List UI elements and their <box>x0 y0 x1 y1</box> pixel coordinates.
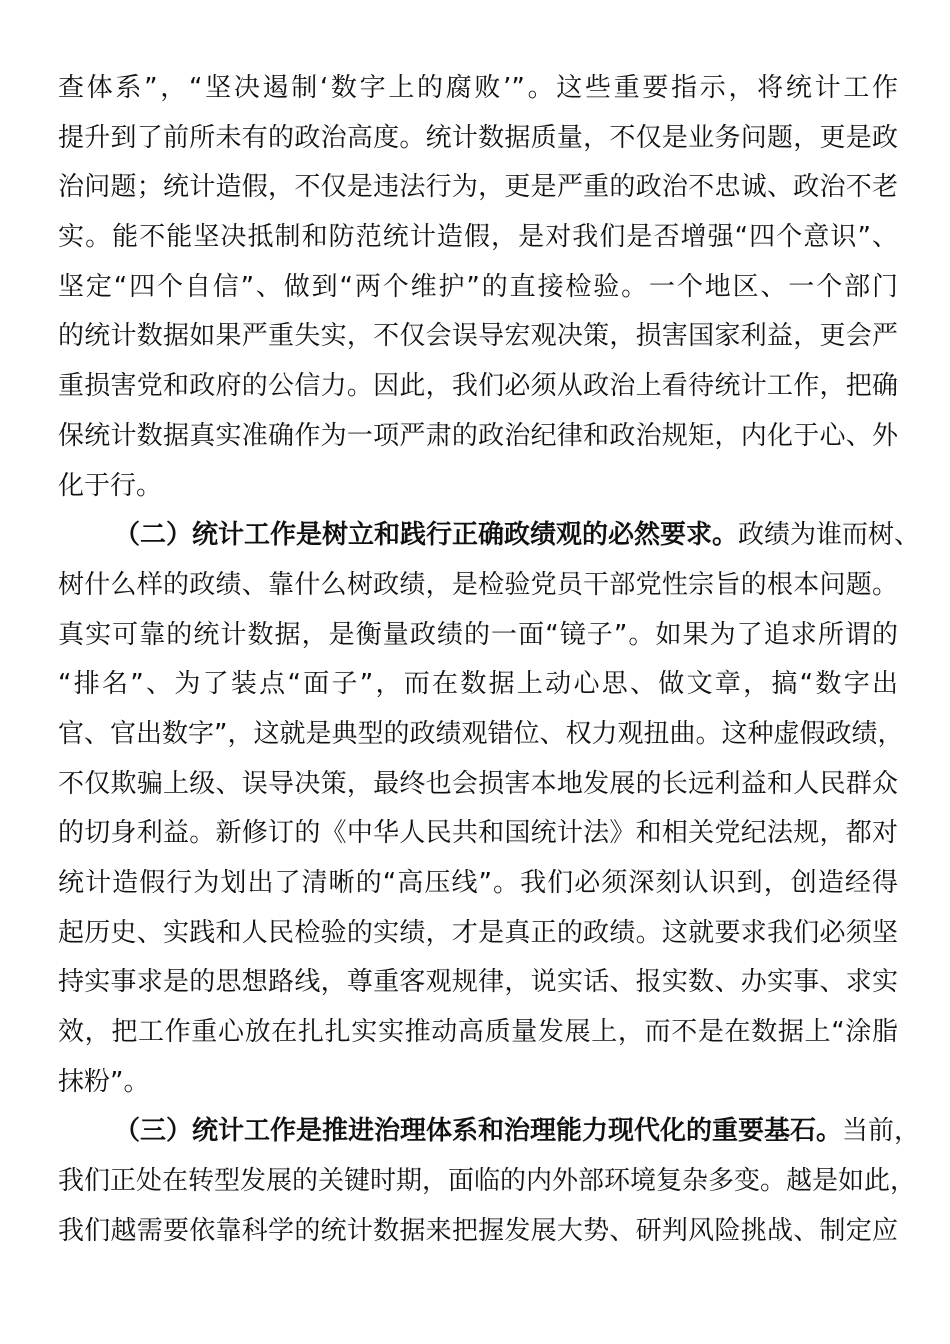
paragraph-2-line-3: 真实可靠的统计数据，是衡量政绩的一面“镜子”。如果为了追求所谓的 <box>58 619 898 650</box>
paragraph-3-line-2: 我们正处在转型发展的关键时期，面临的内外部环境复杂多变。越是如此， <box>58 1166 917 1197</box>
paragraph-3-first-line <box>58 1107 921 1157</box>
paragraph-1-line-8: 保统计数据真实准确作为一项严肃的政治纪律和政治规矩，内化于心、外 <box>58 420 898 451</box>
paragraph-2-line-2: 树什么样的政绩、靠什么树政绩，是检验党员干部党性宗旨的根本问题。 <box>58 569 898 600</box>
paragraph-2-line-8: 统计造假行为划出了清晰的“高压线”。我们必须深刻认识到，创造经得 <box>58 868 898 898</box>
paragraph-2-line-7: 的切身利益。新修订的《中华人民共和国统计法》和相关党纪法规，都对 <box>58 818 898 849</box>
paragraph-1-line-6: 的统计数据如果严重失实，不仅会误导宏观决策，损害国家利益，更会严 <box>58 321 898 352</box>
paragraph-2-line-10: 持实事求是的思想路线，尊重客观规律，说实话、报实数、办实事、求实 <box>58 967 898 998</box>
section-heading-3: （三）统计工作是推进治理体系和治理能力现代化的重要基石。 <box>114 1116 843 1147</box>
paragraph-1-line-5: 坚定“四个自信”、做到“两个维护”的直接检验。一个地区、一个部门 <box>58 271 898 302</box>
paragraph-1-line-7: 重损害党和政府的公信力。因此，我们必须从政治上看待统计工作，把确 <box>58 371 898 402</box>
paragraph-2-line-11: 效，把工作重心放在扎扎实实推动高质量发展上，而不是在数据上“涂脂 <box>58 1017 898 1048</box>
document-body <box>58 64 921 1257</box>
paragraph-2-first-line-text: 政绩为谁而树、 <box>738 520 921 551</box>
paragraph-2-line-6: 不仅欺骗上级、误导决策，最终也会损害本地发展的长远利益和人民群众 <box>58 768 898 799</box>
paragraph-2-line-12: 抹粉”。 <box>58 1066 150 1097</box>
paragraph-1-line-3: 治问题；统计造假，不仅是违法行为，更是严重的政治不忠诚、政治不老 <box>58 172 898 203</box>
paragraph-3-line-3: 我们越需要依靠科学的统计数据来把握发展大势、研判风险挑战、制定应 <box>58 1215 898 1246</box>
paragraph-1-line-4: 实。能不能坚决抵制和防范统计造假，是对我们是否增强“四个意识”、 <box>58 222 898 253</box>
paragraph-2-line-9: 起历史、实践和人民检验的实绩，才是真正的政绩。这就要求我们必须坚 <box>58 917 898 948</box>
paragraph-3-first-line-text: 当前， <box>842 1116 921 1147</box>
paragraph-2-line-5: 官、官出数字”，这就是典型的政绩观错位、权力观扭曲。这种虚假政绩， <box>58 718 904 749</box>
paragraph-2-first-line <box>58 511 921 561</box>
section-heading-2: （二）统计工作是树立和践行正确政绩观的必然要求。 <box>114 520 739 551</box>
paragraph-1-line-9: 化于行。 <box>58 470 163 501</box>
paragraph-1-line-1: 查体系”，“坚决遏制‘数字上的腐败’”。这些重要指示，将统计工作 <box>58 73 898 103</box>
paragraph-1-line-2: 提升到了前所未有的政治高度。统计数据质量，不仅是业务问题，更是政 <box>58 122 898 153</box>
paragraph-2-line-4: “排名”、为了装点“面子”，而在数据上动心思、做文章，搞“数字出 <box>58 669 898 700</box>
